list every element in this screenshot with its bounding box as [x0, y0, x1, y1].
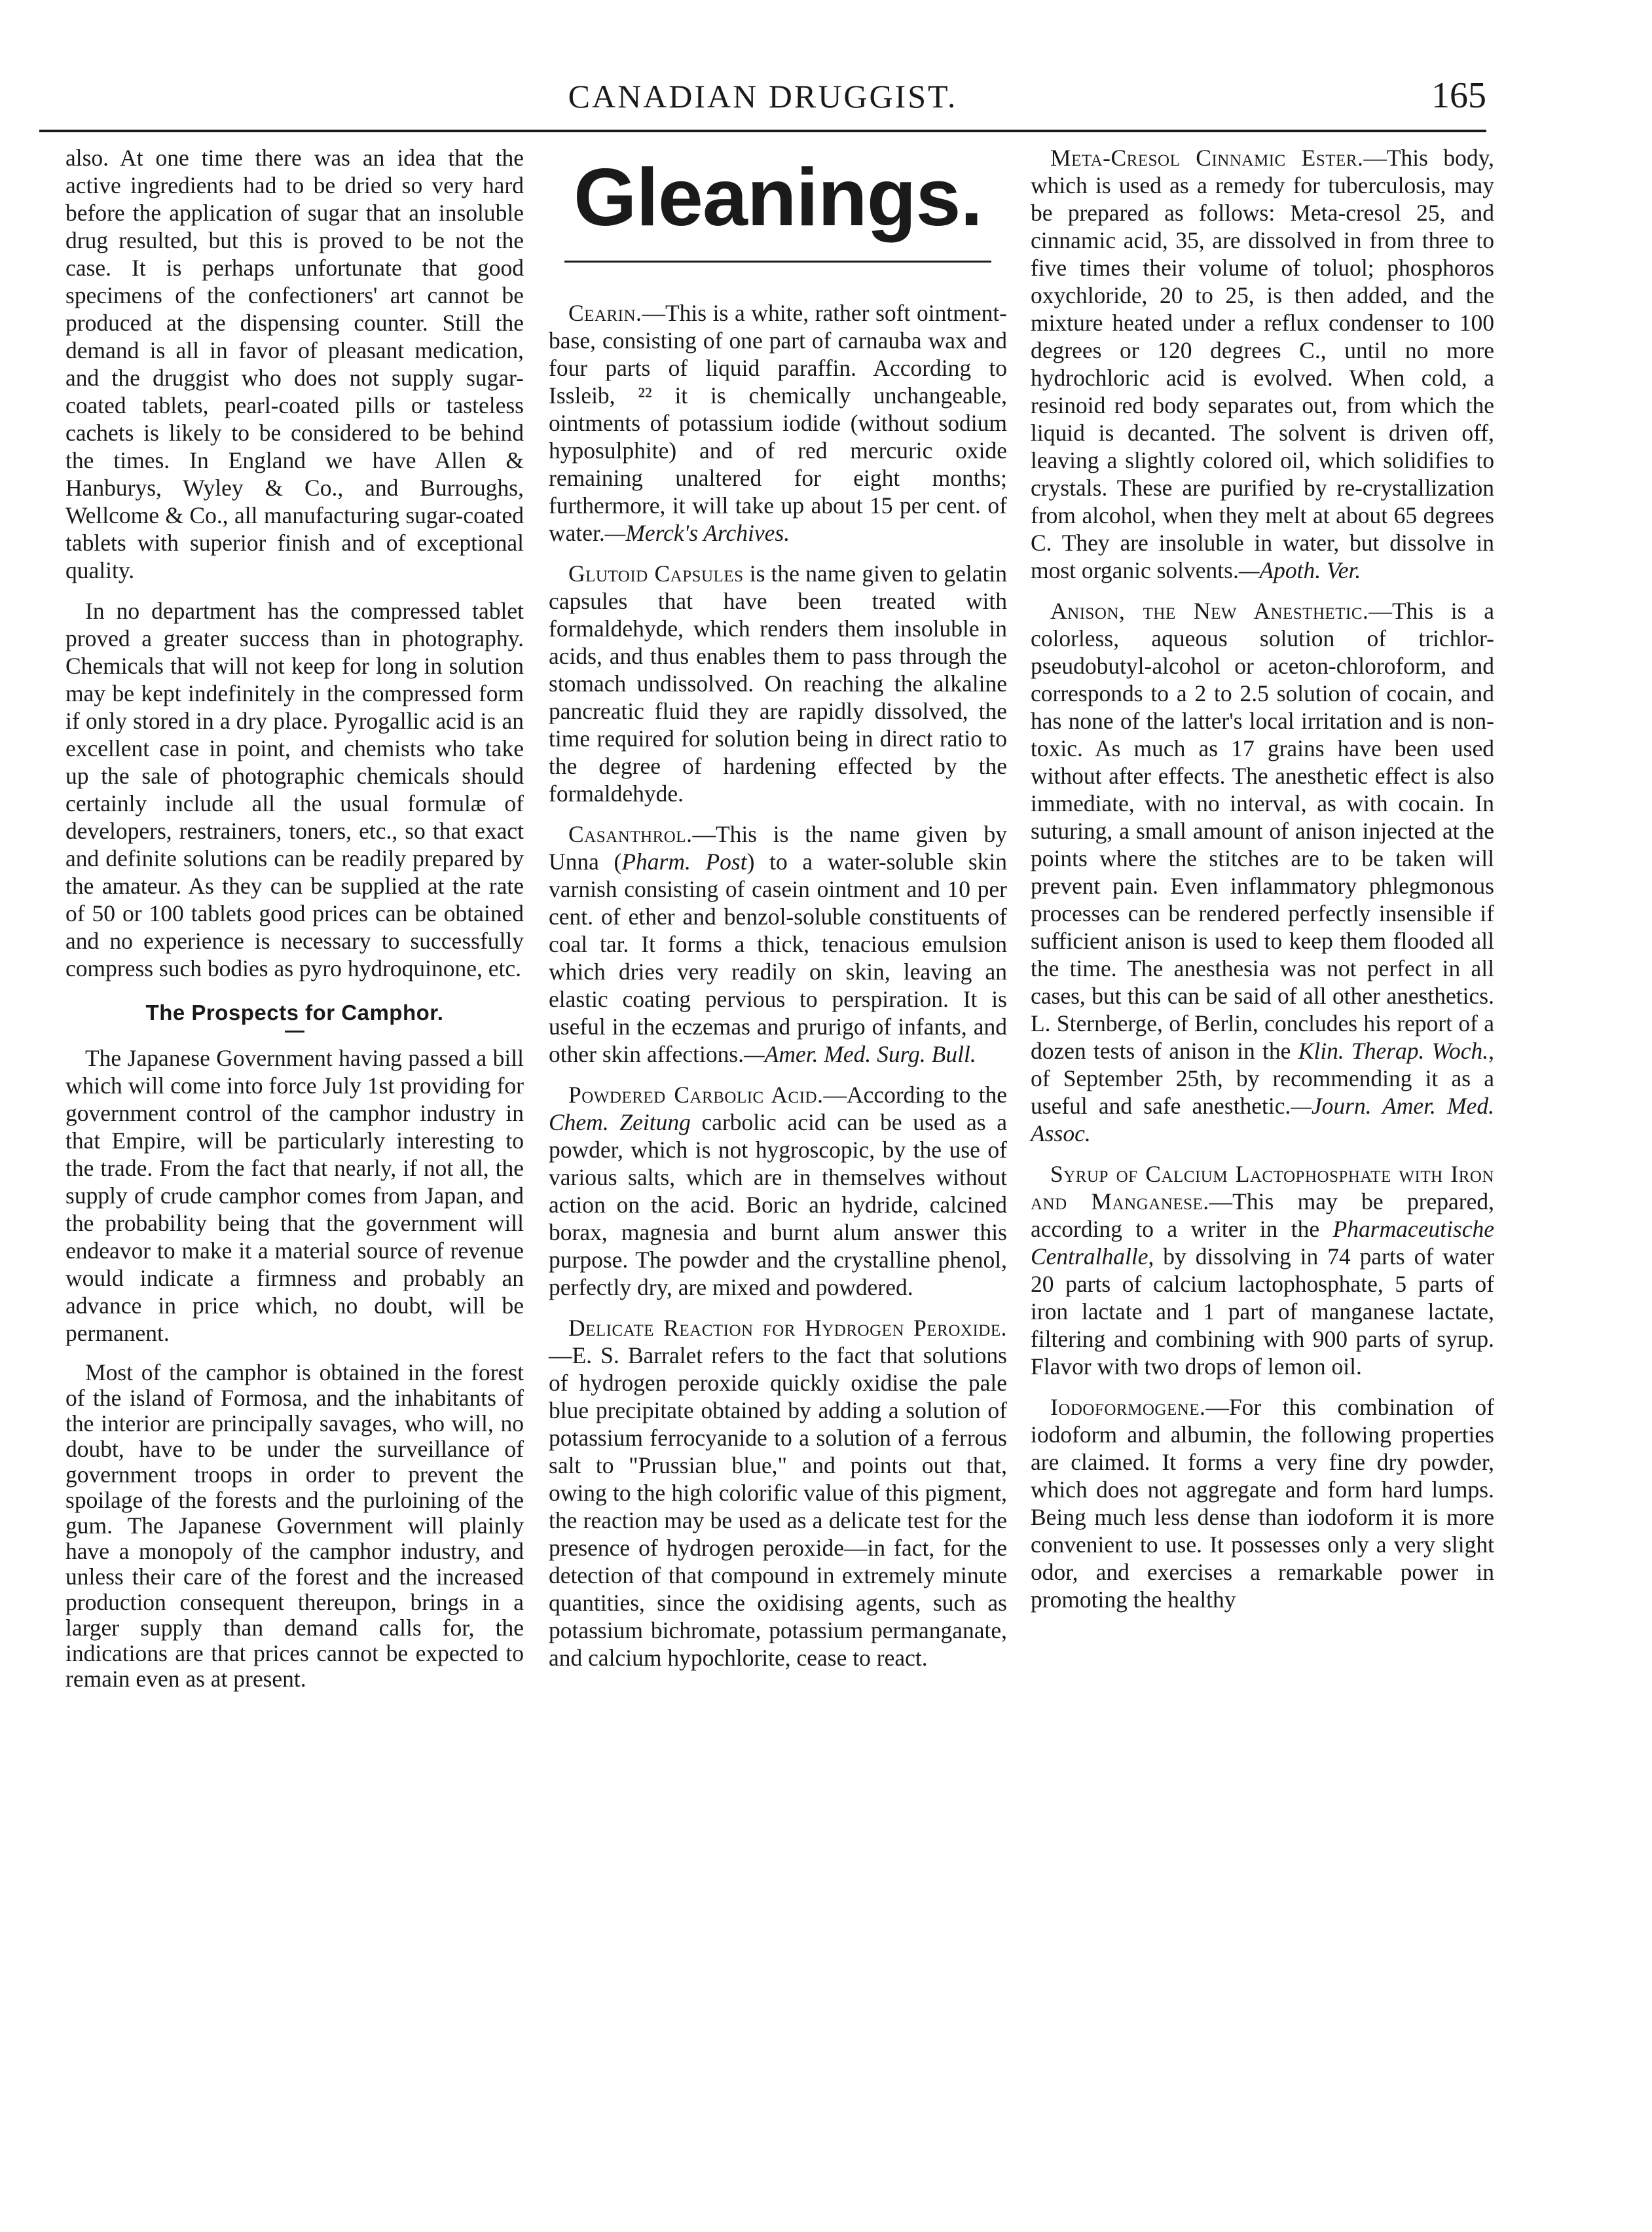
article-body: —This is a colorless, aqueous solution of trichlor-pseudobutyl-alcohol or aceton-chloroform, and corresponds to a 2 to 2.5 solution of cocain, and has none of the latter's local irritation and is non-toxic. As much as 17 grains have been used without after effects. The anesthetic effect is also immediate, with no interval, as with cocain. In suturing, a small amount of anison injected at the points where the stitches are to be taken will prevent pain. Even inflammatory phlegmonous processes can be rendered perfectly insensible if sufficient anison is used to keep them flooded all the time. The anesthesia was not perfect in all cases, but this can be said of all other anesthetics. L. Sternberge, of Berlin, concludes his report of a dozen tests of anison in the — [1031, 598, 1494, 1064]
paragraph-camphor-bill: The Japanese Government having passed a bill which will come into force July 1st providing for government control of the camphor industry in that Empire, will be particularly interesting to the trade. From the fact that nearly, if not all, the supply of crude camphor comes from Japan, and the probability being that the government will endeavor to make it a material source of revenue would indicate a firmness and probably an advance in price which, no doubt, will be permanent. — [65, 1045, 524, 1346]
article-body: carbolic acid can be used as a powder, which is not hygroscopic, by the use of various salts, which are in themselves without action on the acid. Boric an hydride, calcined borax, magnesia and burnt alum answer this purpose. The powder and the crystalline phenol, perfectly dry, are mixed and powdered. — [549, 1109, 1007, 1300]
article-title: Iodoformogene. — [1050, 1394, 1206, 1420]
column-right — [1031, 144, 1494, 1626]
article-body: —This may be prepared, according to a writer in the — [1031, 1188, 1494, 1242]
article-reference: Pharmaceutische Centralhalle — [1031, 1216, 1494, 1270]
article-title: Glutoid Capsules — [568, 560, 744, 587]
article-body: —For this combination of iodoform and albumin, the following properties are claimed. It forms a very fine dry powder, which does not aggregate and form hard lumps. Being much less dense than iodoform it is more convenient to use. It possesses only a very slight odor, and exercises a remarkable power in promoting the healthy — [1031, 1394, 1494, 1613]
running-title: CANADIAN DRUGGIST. — [568, 78, 958, 115]
article-meta-cresol — [1031, 144, 1494, 584]
section-masthead: Gleanings. — [574, 153, 982, 243]
article-hydrogen-peroxide — [549, 1314, 1007, 1672]
article-body: —This is the name given by Unna ( — [549, 821, 1007, 875]
heading-divider — [285, 1031, 304, 1033]
article-source: —Amer. Med. Surg. Bull. — [744, 1041, 976, 1067]
article-body: , by dissolving in 74 parts of water 20 parts of calcium lactophosphate, 5 parts of iron lactate and 1 part of manganese lactate, filtering and combining with 900 parts of syrup. Flavor with two drops of lemon oil. — [1031, 1243, 1494, 1380]
column-left — [65, 144, 524, 1705]
article-reference: Chem. Zeitung — [549, 1109, 691, 1135]
article-source: —Journ. Amer. Med. Assoc. — [1031, 1093, 1494, 1146]
section-heading-camphor: The Prospects for Camphor. — [145, 1000, 444, 1025]
article-anison — [1031, 597, 1494, 1147]
article-glutoid-capsules — [549, 560, 1007, 807]
article-body: —This is a white, rather soft ointment-base, consisting of one part of carnauba wax and four parts of liquid paraffin. According to Issleib, ²² it is chemically unchangeable, ointments of potassium iodide (without sodium hyposulphite) and of red mercuric oxide remaining unaltered for eight months; furthermore, it will take up about 15 per cent. of water. — [549, 300, 1007, 546]
article-body: —According to the — [823, 1082, 1007, 1108]
article-cearin — [549, 299, 1007, 547]
page-header — [39, 73, 1486, 132]
article-title: Anison, the New Anesthetic. — [1050, 598, 1369, 624]
article-title: Powdered Carbolic Acid. — [568, 1082, 824, 1108]
article-body: ) to a water-soluble skin varnish consisting of casein ointment and 10 per cent. of ether and benzol-soluble constituents of coal tar. It forms a thick, tenacious emulsion which dries very readily on skin, leaving an elastic coating pervious to perspiration. It is useful in the eczemas and prurigo of infants, and other skin affections. — [549, 849, 1008, 1067]
paragraph-camphor-formosa: Most of the camphor is obtained in the forest of the island of Formosa, and the inhabitants of the interior are principally savages, who will, no doubt, have to be under the surveillance of government troops in order to prevent the spoilage of the forests and the purloining of the gum. The Japanese Government will plainly have a monopoly of the camphor industry, and unless their care of the forest and the increased production consequent thereupon, brings in a larger supply than demand calls for, the indications are that prices cannot be expected to remain even as at present. — [65, 1359, 524, 1692]
article-title: Delicate Reaction for Hydrogen Peroxide. — [568, 1315, 1007, 1341]
article-casanthrol — [549, 820, 1007, 1068]
article-title: Syrup of Calcium Lactophosphate with Iron and Manganese. — [1031, 1161, 1494, 1215]
article-title: Casanthrol. — [568, 821, 693, 847]
article-powdered-carbolic-acid — [549, 1081, 1007, 1301]
page-number: 165 — [1431, 75, 1486, 116]
article-body: —This body, which is used as a remedy for tuberculosis, may be prepared as follows: Meta-cresol 25, and cinnamic acid, 35, are dissolved in from three to five times their volume of toluol; phosphoros oxychloride, 20 to 25, is then added, and the mixture heated under a reflux condenser to 100 degrees or 120 degrees C., until no more hydrochloric acid is evolved. When cold, a resinoid red body separates out, from which the liquid is decanted. The solvent is driven off, leaving a slightly colored oil, which solidifies to crystals. These are purified by re-crystallization from alcohol, when they melt at about 65 degrees C. They are insoluble in water, but dissolve in most organic solvents. — [1031, 145, 1494, 583]
article-body: , of September 25th, by recommending it as a useful and safe anesthetic. — [1031, 1038, 1494, 1119]
column-middle — [549, 144, 1007, 1685]
article-source: —Apoth. Ver. — [1238, 557, 1361, 583]
article-reference: Pharm. Post — [621, 849, 747, 875]
masthead-rule — [564, 261, 991, 263]
article-iodoformogene — [1031, 1393, 1494, 1613]
article-title: Cearin. — [568, 300, 642, 326]
header-rule — [39, 130, 1486, 132]
article-body: is the name given to gelatin capsules that have been treated with formaldehyde, which renders them insoluble in acids, and thus enables them to pass through the stomach undissolved. On reaching the alkaline pancreatic fluid they are rapidly dissolved, the time required for solution being in direct ratio to the degree of hardening effected by the formaldehyde. — [549, 560, 1007, 807]
article-body: —E. S. Barralet refers to the fact that solutions of hydrogen peroxide quickly oxidise the pale blue precipitate obtained by adding a solution of potassium ferrocyanide to a solution of a ferrous salt to "Prussian blue," and points out that, owing to the high colorific value of this pigment, the reaction may be used as a delicate test for the presence of hydrogen peroxide—in fact, for the detection of that compound in extremely minute quantities, since the oxidising agents, such as potassium bichromate, potassium permanganate, and calcium hypochlorite, cease to react. — [549, 1342, 1007, 1671]
article-source: —Merck's Archives. — [604, 520, 790, 546]
article-title: Meta-Cresol Cinnamic Ester. — [1050, 145, 1364, 171]
paragraph-tablets-photography: In no department has the compressed tablet proved a greater success than in photography. Chemicals that will not keep for long in solution may be kept indefinitely in the compressed form if only stored in a dry place. Pyrogallic acid is an excellent case in point, and chemists who take up the sale of photographic chemicals should certainly include all the usual formulæ of developers, restrainers, toners, etc., so that exact and definite solutions can be readily prepared by the amateur. As they can be supplied at the rate of 50 or 100 tablets good prices can be obtained and no experience is necessary to successfully compress such bodies as pyro hydroquinone, etc. — [65, 598, 524, 981]
article-syrup-calcium — [1031, 1160, 1494, 1380]
article-reference: Klin. Therap. Woch. — [1298, 1038, 1489, 1064]
paragraph-tablets-sugar: also. At one time there was an idea that the active ingredients had to be dried so very hard before the application of sugar that an insoluble drug resulted, but this is proved to be not the case. It is perhaps unfortunate that good specimens of the confectioners' art cannot be produced at the dispensing counter. Still the demand is all in favor of pleasant medication, and the druggist who does not supply sugar-coated tablets, pearl-coated pills or tasteless cachets is likely to be considered to be behind the times. In England we have Allen & Hanburys, Wyley & Co., and Burroughs, Wellcome & Co., all manufacturing sugar-coated tablets with superior finish and of exceptional quality. — [65, 145, 524, 583]
